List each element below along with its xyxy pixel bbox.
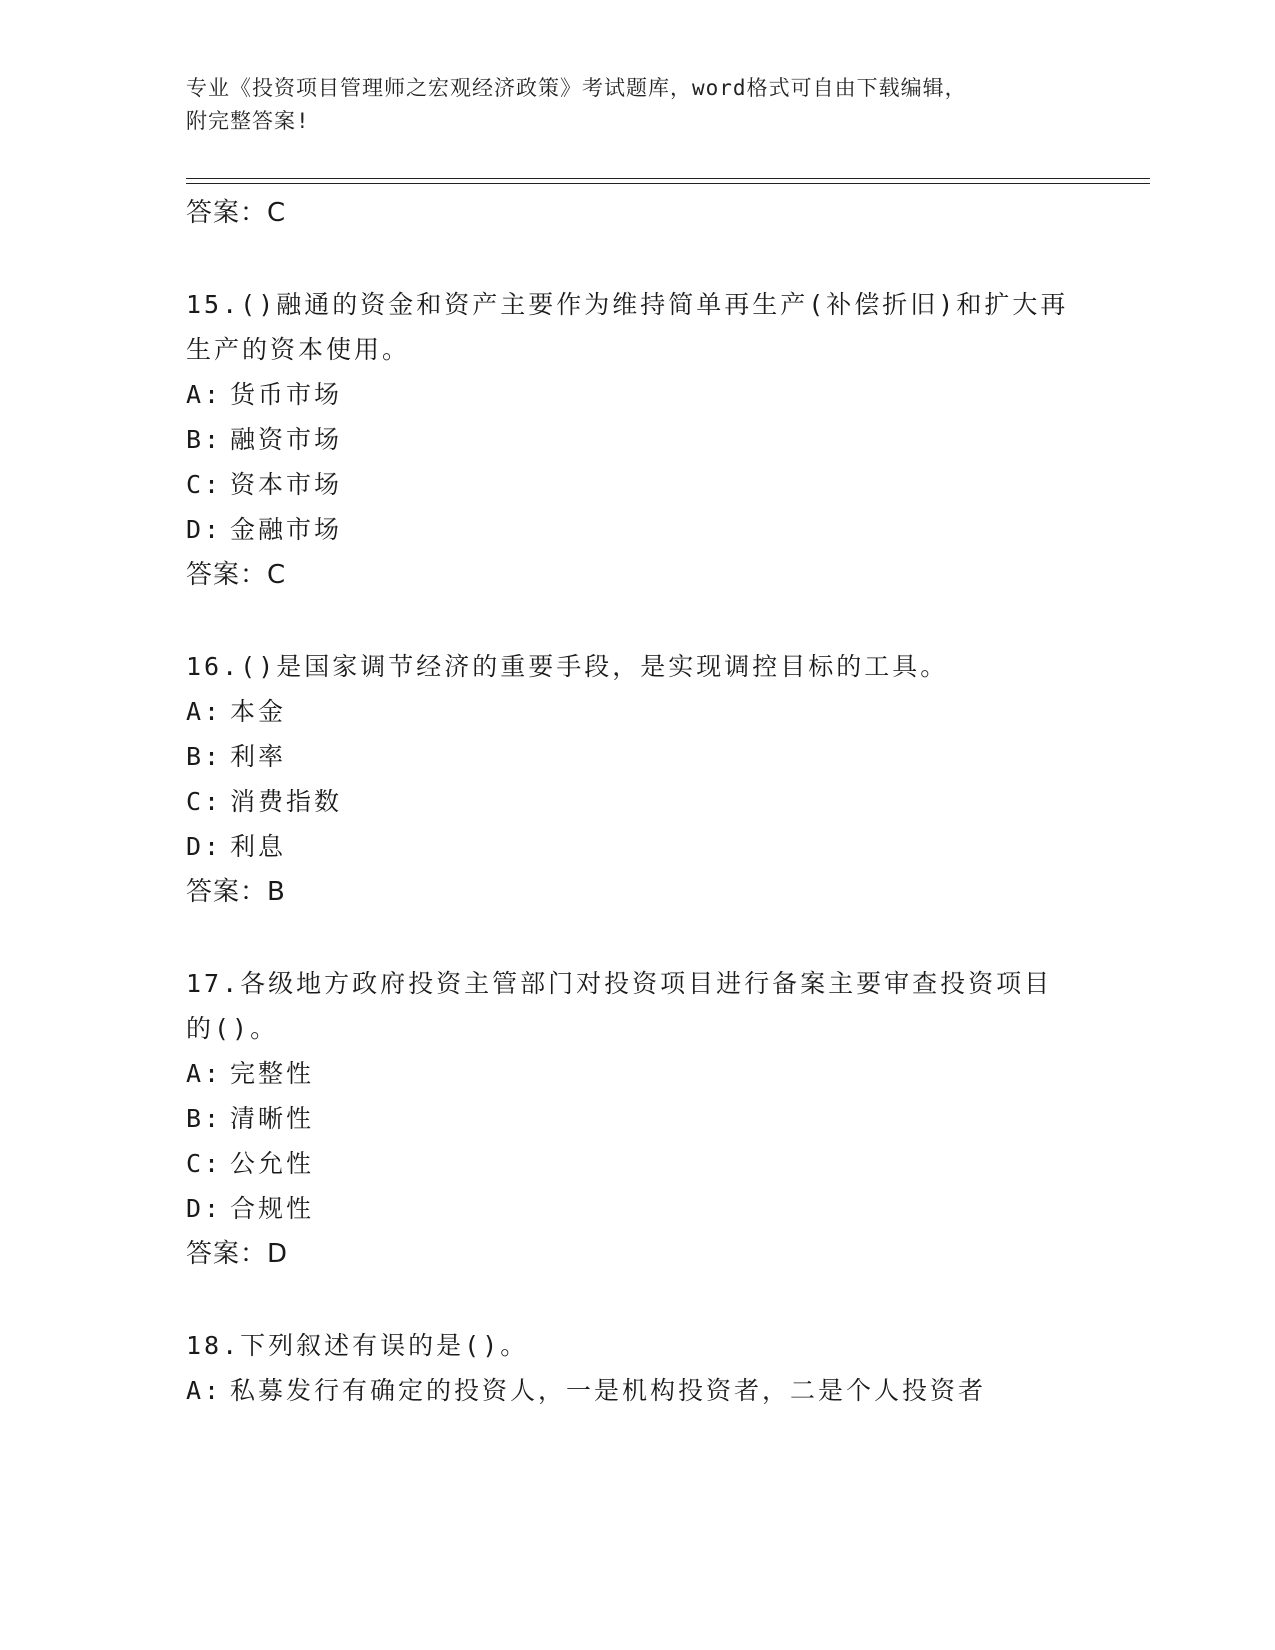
option-a xyxy=(186,1368,1086,1413)
question-text xyxy=(186,961,1086,1051)
spacer xyxy=(186,598,1086,644)
option-key: D: xyxy=(186,515,223,544)
header-line-1: 专业《投资项目管理师之宏观经济政策》考试题库，word格式可自由下载编辑， xyxy=(186,76,967,100)
option-text: 利息 xyxy=(230,832,287,861)
option-b xyxy=(186,417,1086,462)
option-text: 私募发行有确定的投资人，一是机构投资者，二是个人投资者 xyxy=(230,1376,987,1405)
spacer xyxy=(186,915,1086,961)
question-block-18 xyxy=(186,1323,1086,1413)
option-key: A: xyxy=(186,1059,223,1088)
header-divider-bottom xyxy=(186,183,1150,184)
question-block-17 xyxy=(186,961,1086,1323)
option-text: 清晰性 xyxy=(230,1104,315,1133)
option-key: D: xyxy=(186,1194,223,1223)
option-key: C: xyxy=(186,1149,223,1178)
answer-line: 答案：C xyxy=(186,560,287,590)
answer-line: 答案：C xyxy=(186,198,287,228)
option-a xyxy=(186,1051,1086,1096)
option-text: 合规性 xyxy=(230,1194,315,1223)
question-list xyxy=(186,190,1086,1413)
question-line: 18.下列叙述有误的是()。 xyxy=(186,1331,529,1360)
question-text xyxy=(186,644,1086,689)
option-c xyxy=(186,462,1086,507)
option-text: 公允性 xyxy=(230,1149,315,1178)
option-b xyxy=(186,734,1086,779)
option-text: 本金 xyxy=(230,697,287,726)
question-block-15 xyxy=(186,282,1086,644)
option-key: C: xyxy=(186,787,223,816)
option-text: 金融市场 xyxy=(230,515,343,544)
option-key: A: xyxy=(186,1376,223,1405)
document-header xyxy=(186,72,1086,138)
question-text xyxy=(186,1323,1086,1368)
question-text xyxy=(186,282,1086,372)
option-text: 融资市场 xyxy=(230,425,343,454)
option-a xyxy=(186,689,1086,734)
answer-line: 答案：D xyxy=(186,1239,289,1269)
question-line: 17.各级地方政府投资主管部门对投资项目进行备案主要审查投资项目 xyxy=(186,969,1053,998)
question-line: 生产的资本使用。 xyxy=(186,335,411,364)
option-key: B: xyxy=(186,742,223,771)
spacer xyxy=(186,236,1086,282)
question-block-16 xyxy=(186,644,1086,961)
option-key: B: xyxy=(186,1104,223,1133)
option-c xyxy=(186,779,1086,824)
option-key: C: xyxy=(186,470,223,499)
option-key: B: xyxy=(186,425,223,454)
option-a xyxy=(186,372,1086,417)
option-key: A: xyxy=(186,697,223,726)
spacer xyxy=(186,1277,1086,1323)
option-c xyxy=(186,1141,1086,1186)
question-line: 16.()是国家调节经济的重要手段，是实现调控目标的工具。 xyxy=(186,652,949,681)
option-d xyxy=(186,824,1086,869)
option-text: 货币市场 xyxy=(230,380,343,409)
header-divider-top xyxy=(186,178,1150,179)
option-d xyxy=(186,507,1086,552)
option-text: 资本市场 xyxy=(230,470,343,499)
question-line: 15.()融通的资金和资产主要作为维持简单再生产(补偿折旧)和扩大再 xyxy=(186,290,1069,319)
option-key: D: xyxy=(186,832,223,861)
option-b xyxy=(186,1096,1086,1141)
option-key: A: xyxy=(186,380,223,409)
option-d xyxy=(186,1186,1086,1231)
header-line-2: 附完整答案! xyxy=(186,109,310,133)
question-line: 的()。 xyxy=(186,1014,279,1043)
option-text: 完整性 xyxy=(230,1059,315,1088)
option-text: 利率 xyxy=(230,742,287,771)
answer-line: 答案：B xyxy=(186,877,286,907)
option-text: 消费指数 xyxy=(230,787,343,816)
